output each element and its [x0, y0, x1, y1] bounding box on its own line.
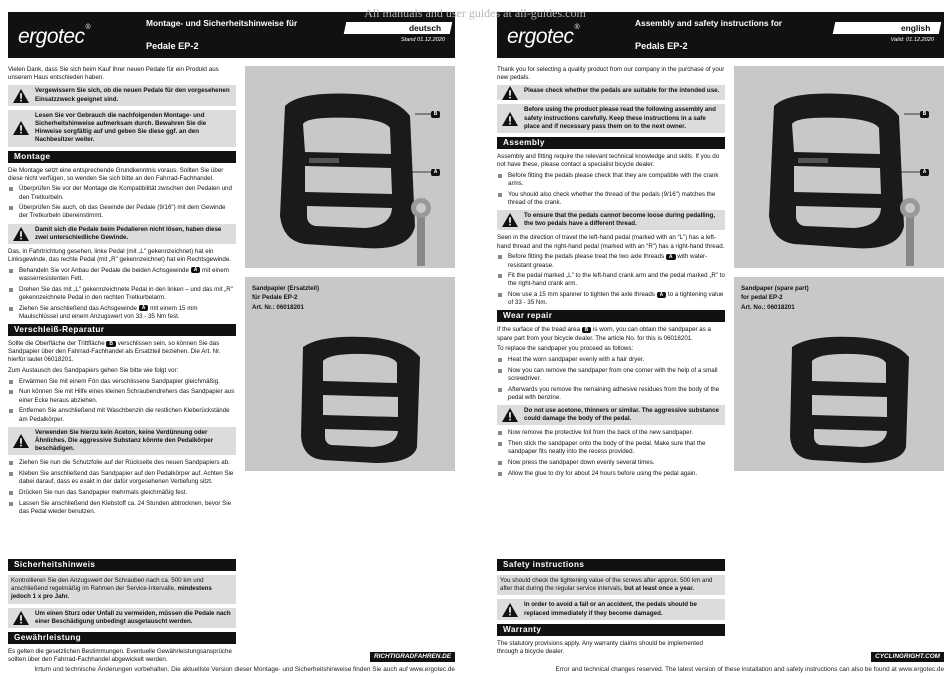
warning-icon — [13, 434, 29, 448]
section-heading-warranty: Warranty — [497, 624, 725, 636]
warning-box — [497, 85, 725, 100]
notice-box — [8, 575, 236, 604]
intro-text: Thank you for selecting a quality product from our company in the purchase of your new pedals. — [497, 66, 725, 82]
pedal-photo — [734, 66, 944, 268]
warning-text: Lesen Sie vor Gebrauch die nachfolgenden Montage- und Sicherheitshinweise aufmerksam durch. Bewahren Sie die Hinweise sorgfältig auf und geben Sie diese ggf. an den Nachbesitzer weiter. — [35, 111, 207, 144]
website-badge[interactable]: CYCLINGRIGHT.COM — [871, 652, 944, 662]
warning-box — [8, 85, 236, 105]
paragraph: Es gelten die gesetzlichen Bestimmungen. Eventuelle Gewährleistungsansprüche sollten über den Fahrrad-Fachhandel abgewickelt werden. — [8, 647, 232, 664]
page-english — [497, 12, 944, 674]
paragraph: Sollte die Oberfläche der Trittfläche B verschlissen sein, so können Sie das Sandpapier über den Fahrrad-Fachhandel als Ersatzteil beziehen. Die Art. Nr. hierfür lautet 06018201. — [8, 340, 221, 364]
section-heading-gewaehr: Gewährleistung — [8, 632, 236, 644]
paragraph: Die Montage setzt eine entsprechende Grundkenntnis voraus. Sollten Sie über diese nicht verfügen, so wenden Sie sich bitte an den Fahrrad-Fachhandel. — [8, 166, 224, 182]
sandpaper-photo — [734, 277, 944, 471]
list-item: Überprüfen Sie vor der Montage die Kompatibilität zwischen den Pedalen und den Tretkurbeln. — [8, 185, 236, 201]
callout-a: A — [920, 169, 929, 176]
warning-icon — [502, 112, 518, 126]
list-item: You should also check whether the thread of the pedals (9/16") matches the thread of the crank. — [497, 191, 725, 207]
page-german — [8, 12, 455, 674]
label-a-badge: A — [657, 292, 667, 298]
list-item: Erwärmen Sie mit einem Fön das verschlissene Sandpapier gleichmäßig. — [8, 378, 236, 386]
bullet-list — [497, 253, 725, 307]
list-item: Then stick the sandpaper onto the body of the pedal. Make sure that the sandpaper fits neatly into the recess provided. — [497, 440, 725, 456]
warning-icon — [502, 408, 518, 422]
warning-text: Please check whether the pedals are suitable for the intended use. — [524, 87, 720, 95]
label-b-badge: B — [582, 327, 592, 333]
warning-box — [8, 608, 236, 628]
warning-box — [8, 427, 236, 456]
footnote: Irrtum und technische Änderungen vorbehalten. Die aktuellste Version dieser Montage- und Sicherheitshinweise finden Sie auch auf www.ergotec.de — [34, 666, 455, 673]
list-item: Lassen Sie anschließend den Klebstoff ca. 24 Stunden abtrocknen, bevor Sie das Pedal wieder benutzen. — [8, 500, 236, 516]
list-item: Now use a 15 mm spanner to tighten the axle threads A to a tightening value of 33 - 35 Nm. — [497, 291, 725, 307]
section-heading-assembly: Assembly — [497, 137, 725, 149]
bottom-sections-english — [497, 556, 725, 659]
callout-b: B — [431, 111, 440, 118]
footnote: Error and technical changes reserved. The latest version of these installation and safety instructions can also be found at www.ergotec.de — [555, 666, 944, 673]
list-item: Before fitting the pedals please treat the two axle threads A with water-resistant grease. — [497, 253, 725, 269]
warning-box — [8, 110, 236, 147]
warning-icon — [13, 89, 29, 103]
header-title-line2: Pedals EP-2 — [635, 41, 688, 51]
warning-text: Before using the product please read the following assembly and safety instructions carefully. Keep these instructions in a safe place and if necessary pass them on to the next owner. — [524, 106, 716, 130]
label-a-badge: A — [666, 254, 676, 260]
warning-text: Um einen Sturz oder Unfall zu vermeiden, müssen die Pedale nach einer Beschädigung unbedingt ausgetauscht werden. — [35, 609, 231, 625]
warning-box — [497, 405, 725, 425]
bullet-list — [8, 378, 236, 424]
paragraph: To replace the sandpaper you proceed as follows: — [497, 345, 634, 353]
section-heading-safety: Safety instructions — [497, 559, 725, 571]
section-heading-sicherheit: Sicherheitshinweis — [8, 559, 236, 571]
notice-text: You should check the tightening value of the screws after approx. 500 km and after that during the regular service intervals, but at least once a year. — [500, 577, 713, 593]
sandpaper-caption: Sandpapier (Ersatzteil) für Pedale EP-2 Art. Nr.: 06018201 — [252, 285, 320, 311]
paragraph: If the surface of the tread area B is worn, you can obtain the sandpaper as a spare part from your bicycle dealer. The article No. for this is 06018201. — [497, 326, 711, 342]
paragraph: The statutory provisions apply. Any warranty claims should be implemented through a bicycle dealer. — [497, 639, 703, 655]
valid-date: Valid: 01.12.2020 — [890, 37, 934, 43]
list-item: Afterwards you remove the remaining adhesive residues from the body of the pedal with benzine. — [497, 386, 725, 402]
section-heading-wear-repair: Wear repair — [497, 310, 725, 322]
callout-a: A — [431, 169, 440, 176]
notice-text: Kontrollieren Sie den Anzugswert der Schrauben nach ca. 500 km und anschließend regelmäßig im Rahmen der Service-Intervalle, mindestens jedoch 1 x pro Jahr. — [11, 577, 212, 601]
list-item: Nun können Sie mit Hilfe eines kleinen Schraubendrehers das Sandpapier aus einer Ecke heraus abziehen. — [8, 388, 236, 404]
ergotec-logo: ergotec® — [507, 24, 580, 48]
paragraph: Assembly and fitting require the relevant technical knowledge and skills. If you do not have these, please contact a specialist bicycle dealer. — [497, 152, 720, 169]
bullet-list — [8, 459, 236, 516]
warning-text: In order to avoid a fall or an accident, the pedals should be replaced immediately if they become damaged. — [524, 601, 697, 617]
paragraph: Zum Austausch des Sandpapiers gehen Sie bitte wie folgt vor: — [8, 367, 179, 375]
sandpaper-photo — [245, 277, 455, 471]
list-item: Kleben Sie anschließend das Sandpapier auf den Pedalkörper auf. Achten Sie dabei darauf, dass es exakt in der dafür vorgesehenen Vertiefung sitzt. — [8, 470, 236, 486]
paragraph: Seen in the direction of travel the left-hand pedal (marked with an “L”) has a left-hand thread and the right-hand pedal (marked with an “R”) has a right-hand thread. — [497, 234, 725, 250]
list-item: Allow the glue to dry for about 24 hours before using the pedal again. — [497, 470, 725, 478]
warning-text: To ensure that the pedals cannot become loose during pedalling, the two pedals have a different thread. — [524, 212, 716, 228]
warning-text: Verwenden Sie hierzu kein Aceton, keine Verdünnung oder Ähnliches. Die aggressive Substanz könnte den Pedalkörper beschädigen. — [35, 428, 214, 453]
sandpaper-caption: Sandpaper (spare part) for pedal EP-2 Art. No.: 06018201 — [741, 285, 809, 311]
warning-box — [497, 104, 725, 133]
section-heading-montage: Montage — [8, 151, 236, 163]
valid-date: Stand 01.12.2020 — [400, 37, 445, 43]
list-item: Heat the worn sandpaper evenly with a hair dryer. — [497, 356, 725, 364]
bullet-list — [497, 356, 725, 402]
list-item: Fit the pedal marked „L" to the left-hand crank arm and the pedal marked „R" to the right-hand crank arm. — [497, 272, 725, 288]
warning-text: Vergewissern Sie sich, ob die neuen Pedale für den vorgesehenen Einsatzzweck geeignet sind. — [35, 87, 230, 103]
warning-icon — [502, 213, 518, 227]
pedal-photo — [245, 66, 455, 268]
header-title-line2: Pedale EP-2 — [146, 41, 199, 51]
header-title-line1: Montage- und Sicherheitshinweise für — [146, 18, 298, 28]
text-column-german — [8, 66, 236, 518]
bottom-sections-german — [8, 556, 236, 667]
warning-icon — [13, 121, 29, 135]
warning-icon — [13, 227, 29, 241]
list-item: Ziehen Sie nun die Schutzfolie auf der Rückseite des neuen Sandpapiers ab. — [8, 459, 236, 467]
list-item: Now press the sandpaper down evenly several times. — [497, 459, 725, 467]
warning-box — [497, 599, 725, 619]
list-item: Now you can remove the sandpaper from one corner with the help of a small screwdriver. — [497, 367, 725, 383]
list-item: Behandeln Sie vor Anbau der Pedale die beiden Achsgewinde A mit einem wasserresistenten Fett. — [8, 267, 236, 283]
language-tag: english — [833, 22, 942, 34]
list-item: Ziehen Sie anschließend das Achsgewinde A mit einem 15 mm Maulschlüssel und einem Anzugswert von 33 - 35 Nm fest. — [8, 305, 236, 321]
ergotec-logo: ergotec® — [18, 24, 91, 48]
section-heading-verschleiss: Verschleiß-Reparatur — [8, 324, 236, 336]
warning-box — [8, 224, 236, 244]
notice-box — [497, 575, 725, 595]
list-item: Now remove the protective foil from the back of the new sandpaper. — [497, 429, 725, 437]
paragraph: Das, in Fahrtrichtung gesehen, linke Pedal (mit „L" gekennzeichnet) hat ein Linksgewinde, das rechte Pedal (mit „R" gekennzeichnet) hat ein Rechtsgewinde. — [8, 248, 232, 264]
watermark: All manuals and user guides at all-guides.com — [364, 6, 586, 20]
text-column-english — [497, 66, 725, 480]
label-b-badge: B — [106, 341, 116, 347]
language-tag: deutsch — [344, 22, 453, 34]
intro-text: Vielen Dank, dass Sie sich beim Kauf Ihrer neuen Pedale für ein Produkt aus unserem Haus entschieden haben. — [8, 66, 219, 82]
pedal-illustration — [734, 66, 944, 268]
warning-icon — [502, 603, 518, 617]
warning-box — [497, 210, 725, 230]
list-item: Drücken Sie nun das Sandpapier mehrmals gleichmäßig fest. — [8, 489, 236, 497]
callout-b: B — [920, 111, 929, 118]
bullet-list — [8, 185, 236, 220]
pedal-illustration — [245, 66, 455, 268]
bullet-list — [497, 172, 725, 207]
warning-text: Do not use acetone, thinners or similar. The aggressive substance could damage the body of the pedal. — [524, 406, 719, 423]
label-a-badge: A — [139, 305, 149, 311]
list-item: Before fitting the pedals please check that they are compatible with the crank arms. — [497, 172, 725, 188]
bullet-list — [8, 267, 236, 321]
website-badge[interactable]: RICHTIGRADFAHREN.DE — [370, 652, 455, 662]
bullet-list — [497, 429, 725, 477]
header-title-line1: Assembly and safety instructions for — [635, 18, 783, 28]
label-a-badge: A — [191, 267, 201, 273]
warning-icon — [13, 611, 29, 625]
warning-text: Damit sich die Pedale beim Pedalieren nicht lösen, haben diese zwei unterschiedliche Gewinde. — [35, 225, 222, 241]
warning-icon — [502, 86, 518, 100]
list-item: Drehen Sie das mit „L" gekennzeichnete Pedal in den linken – und das mit „R" gekennzeichnete Pedal in den rechten Tretkurbelarm. — [8, 286, 236, 302]
list-item: Entfernen Sie anschließend mit Waschbenzin die restlichen Kleberückstände am Pedalkörper. — [8, 407, 236, 423]
list-item: Überprüfen Sie auch, ob das Gewinde der Pedale (9/16") mit dem Gewinde der Tretkurbeln übereinstimmt. — [8, 204, 236, 220]
